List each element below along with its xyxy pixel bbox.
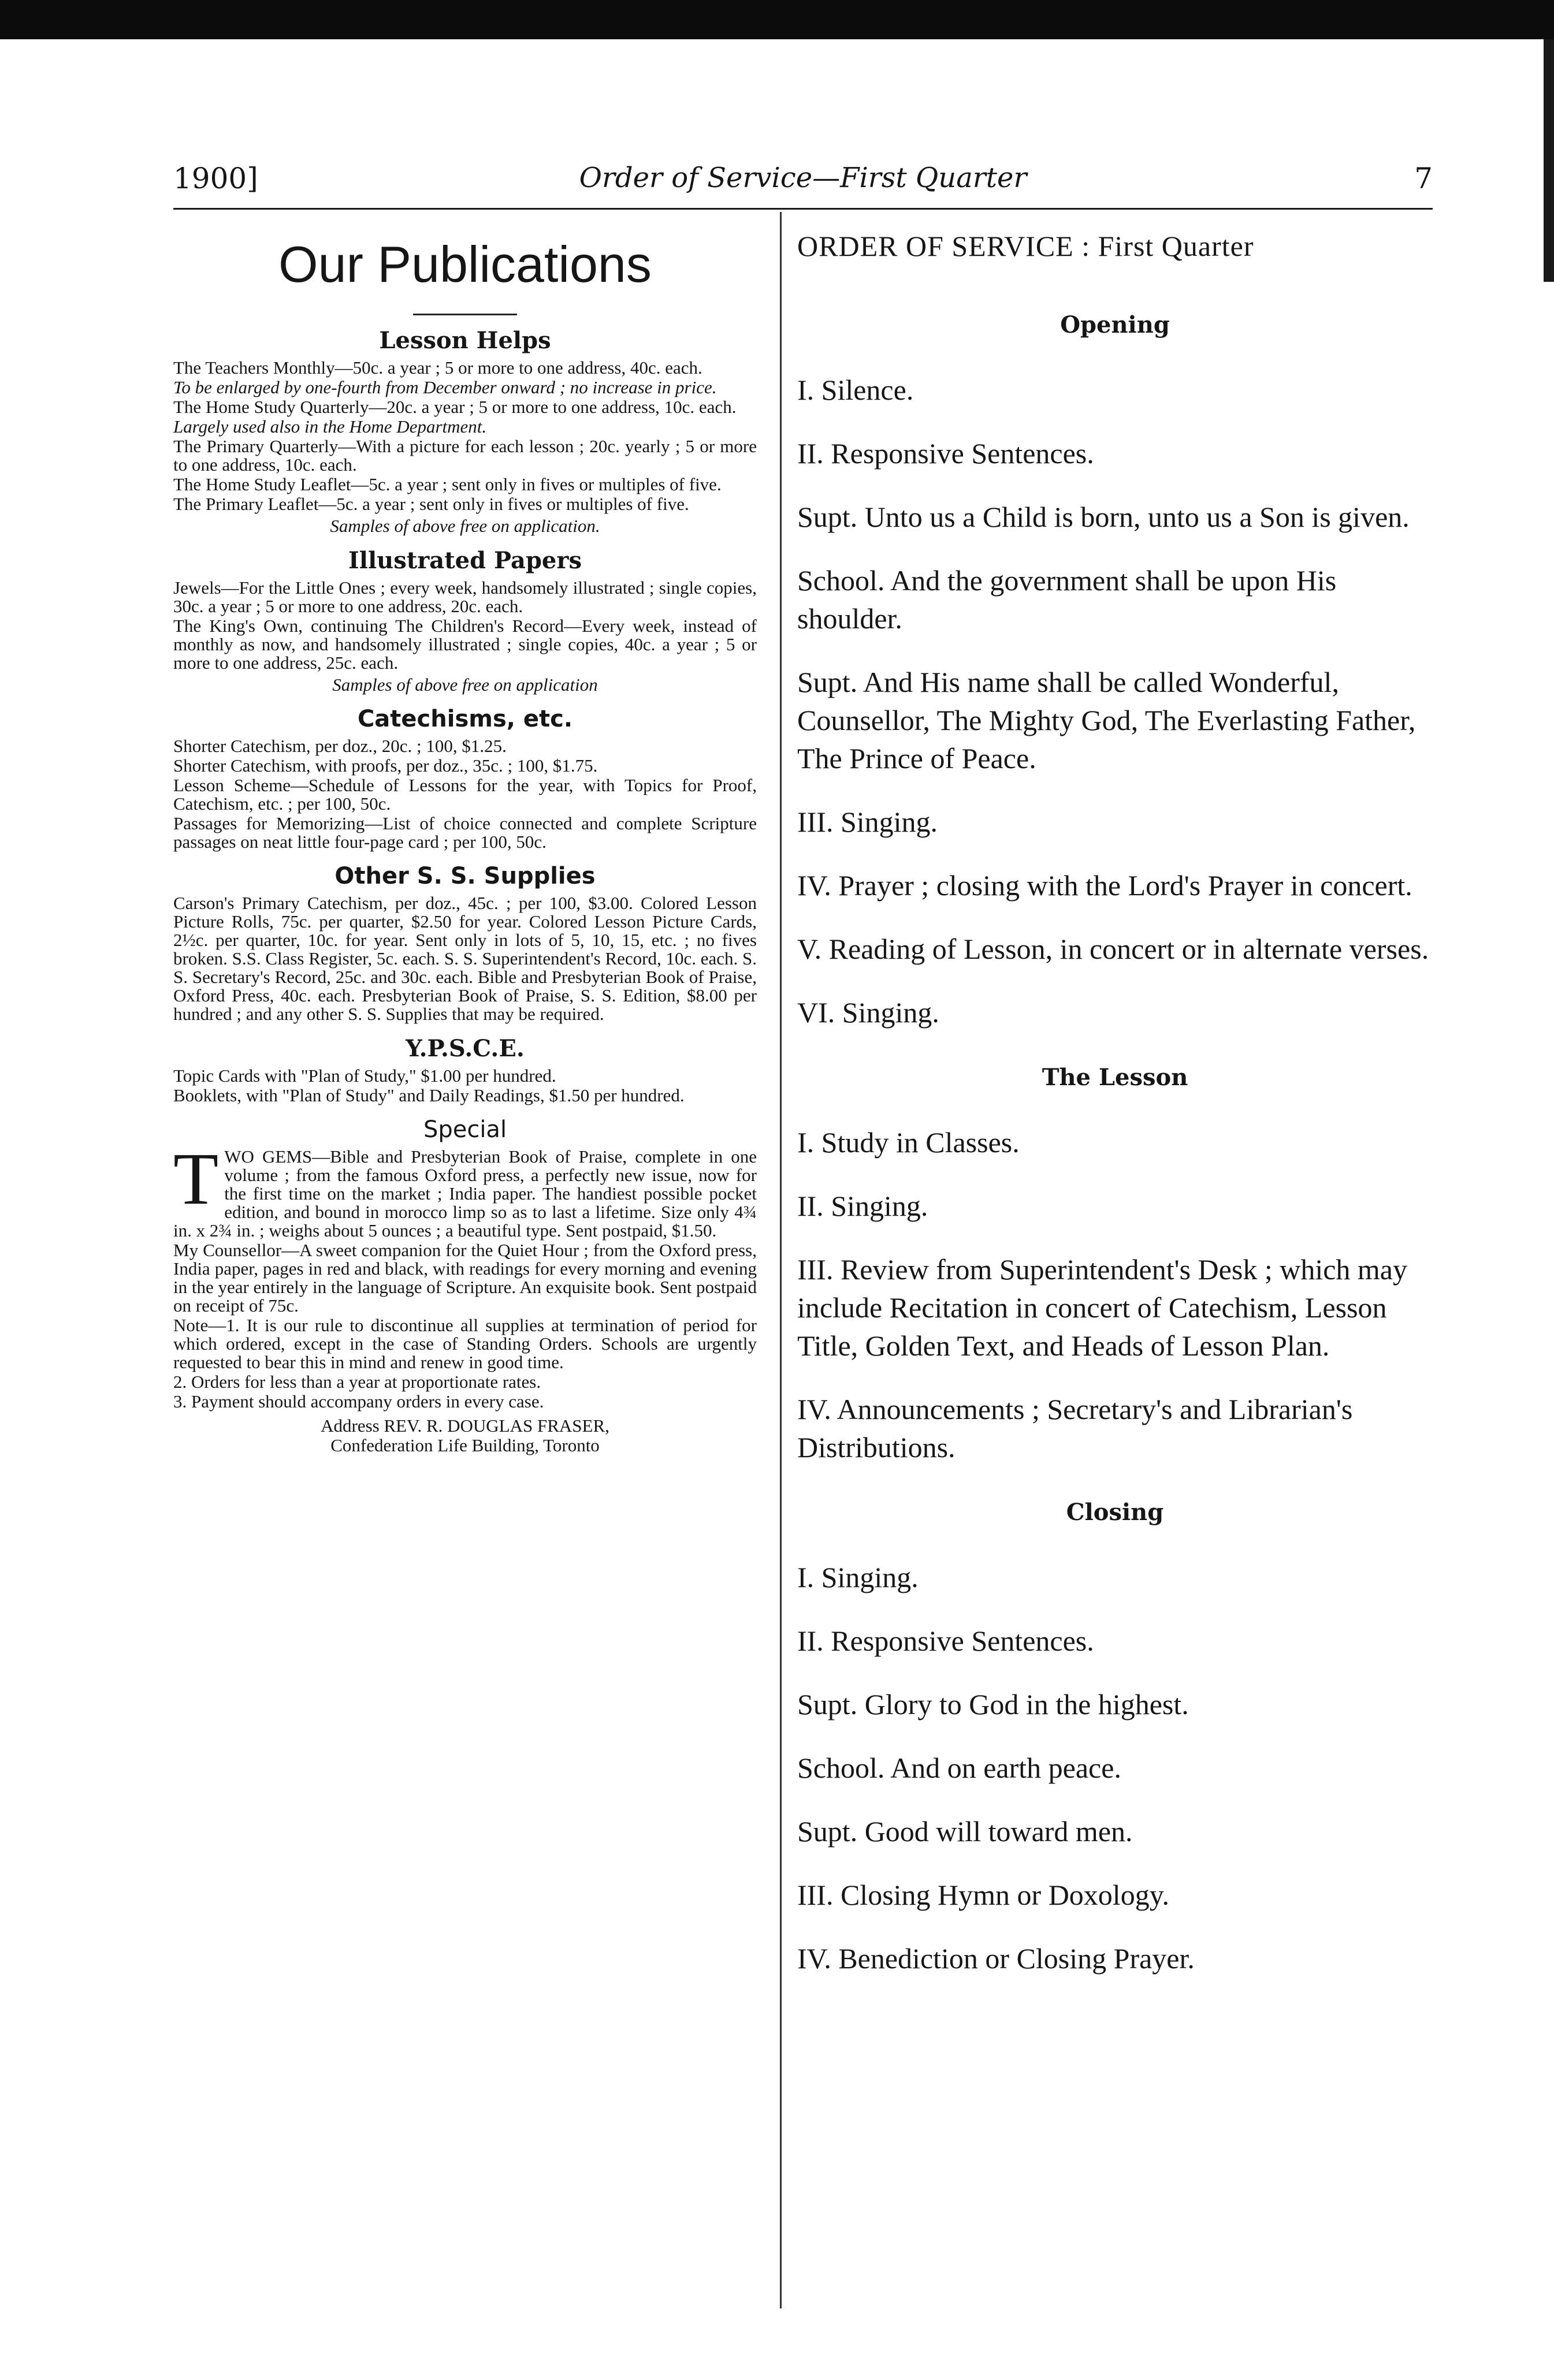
section-heading: Lesson Helps	[379, 327, 551, 354]
scan-border-right	[1544, 39, 1554, 282]
service-item: II. Singing.	[797, 1190, 928, 1222]
page-number: 7	[1414, 162, 1433, 195]
publication-entry: Largely used also in the Home Department.	[173, 416, 487, 437]
special-entry: Note—1. It is our rule to discontinue all supplies at termination of period for which ordered, except in the case of Standing Orders. Schools are urgently requested to bear this in mind and renew in good time.	[173, 1315, 757, 1372]
publication-entry: To be enlarged by one-fourth from December onward ; no increase in price.	[173, 377, 717, 397]
publication-entry: Passages for Memorizing—List of choice connected and complete Scripture passages on neat little four-page card ; per 100, 50c.	[173, 813, 757, 852]
publication-entry: Jewels—For the Little Ones ; every week, handsomely illustrated ; single copies, 30c. a year ; 5 or more to one address, 20c. each.	[173, 578, 757, 616]
service-item: II. Responsive Sentences.	[797, 1625, 1094, 1657]
section-lesson-helps	[173, 327, 757, 535]
drop-cap: T	[173, 1138, 219, 1220]
special-entry: 3. Payment should accompany orders in every case.	[173, 1391, 544, 1411]
service-item: III. Review from Superintendent's Desk ; which may include Recitation in concert of Catechism, Lesson Title, Golden Text, and Heads of Lesson Plan.	[797, 1253, 1407, 1362]
order-of-service-column	[797, 212, 1433, 2003]
section-catechisms	[173, 706, 757, 851]
scan-border-top	[0, 0, 1554, 39]
section-heading: Illustrated Papers	[348, 547, 582, 574]
service-item: I. Singing.	[797, 1561, 919, 1593]
publication-entry: The Home Study Leaflet—5c. a year ; sent only in fives or multiples of five.	[173, 474, 722, 494]
section-ypsce	[173, 1035, 757, 1105]
service-item: School. And the government shall be upon His shoulder.	[797, 564, 1337, 635]
service-item: Supt. And His name shall be called Wonderful, Counsellor, The Mighty God, The Everlasting Father, The Prince of Peace.	[797, 666, 1416, 774]
publication-entry: The Teachers Monthly—50c. a year ; 5 or more to one address, 40c. each.	[173, 357, 702, 378]
publication-entry: Topic Cards with "Plan of Study," $1.00 per hundred.	[173, 1066, 556, 1086]
service-item: IV. Benediction or Closing Prayer.	[797, 1942, 1195, 1975]
samples-note: Samples of above free on application.	[330, 516, 600, 536]
special-entry-text: WO GEMS—Bible and Presbyterian Book of Praise, complete in one volume ; from the famous Oxford press, a perfectly new issue, now for the first time on the market ; India paper. The handiest possible pocket edition, and bound in morocco limp so as to last a lifetime. Size only 4¾ in. x 2¾ in. ; weighs about 5 ounces ; a beautiful type. Sent postpaid, $1.50.	[173, 1146, 757, 1241]
special-entry	[173, 1138, 757, 1241]
service-item: Supt. Unto us a Child is born, unto us a Son is given.	[797, 501, 1410, 533]
service-item: II. Responsive Sentences.	[797, 437, 1094, 470]
address-line: Confederation Life Building, Toronto	[330, 1435, 600, 1455]
service-item: VI. Singing.	[797, 996, 939, 1029]
header-rule	[173, 208, 1433, 210]
publication-entry: The King's Own, continuing The Children's Record—Every week, instead of monthly as now, and handsomely illustrated ; single copies, 40c. a year ; 5 or more to one address, 25c. each.	[173, 616, 757, 673]
service-item: V. Reading of Lesson, in concert or in alternate verses.	[797, 933, 1429, 965]
special-entry: My Counsellor—A sweet companion for the Quiet Hour ; from the Oxford press, India paper, pages in red and black, with readings for every morning and evening in the year entirely in the language of Scripture. An exquisite book. Sent postpaid on receipt of 75c.	[173, 1240, 757, 1316]
section-heading: Catechisms, etc.	[357, 706, 573, 732]
publication-entry: The Primary Quarterly—With a picture for each lesson ; 20c. yearly ; 5 or more to one address, 10c. each.	[173, 436, 757, 475]
title-rule	[413, 314, 517, 315]
running-head-title: Order of Service—First Quarter	[579, 162, 1027, 194]
running-head	[173, 156, 1433, 208]
service-item: School. And on earth peace.	[797, 1752, 1121, 1784]
publication-entry: Shorter Catechism, per doz., 20c. ; 100, $1.25.	[173, 736, 507, 756]
service-item: III. Closing Hymn or Doxology.	[797, 1879, 1169, 1911]
column-divider	[780, 212, 782, 2308]
service-item: I. Silence.	[797, 374, 914, 406]
subheading-opening: Opening	[1060, 311, 1170, 338]
service-item: IV. Prayer ; closing with the Lord's Prayer in concert.	[797, 869, 1412, 902]
subheading-lesson: The Lesson	[1042, 1064, 1188, 1091]
publication-entry: The Home Study Quarterly—20c. a year ; 5 or more to one address, 10c. each.	[173, 397, 737, 417]
special-entry: 2. Orders for less than a year at proportionate rates.	[173, 1372, 541, 1392]
section-other-supplies	[173, 863, 757, 1023]
publication-entry: Carson's Primary Catechism, per doz., 45c. ; per 100, $3.00. Colored Lesson Picture Rolls, 75c. per quarter, $2.50 for year. Colored Lesson Picture Cards, 2½c. per quarter, 10c. for year. Sent only in lots of 5, 10, 15, etc. ; no fives broken. S.S. Class Register, 5c. each. S. S. Superintendent's Record, 10c. each. S. S. Secretary's Record, 25c. and 30c. each. Bible and Presbyterian Book of Praise, Oxford Press, 40c. each. Presbyterian Book of Praise, S. S. Edition, $8.00 per hundred ; and any other S. S. Supplies that may be required.	[173, 893, 757, 1024]
publications-column	[173, 212, 757, 1456]
section-heading: Special	[423, 1116, 507, 1143]
publication-entry: Lesson Scheme—Schedule of Lessons for the year, with Topics for Proof, Catechism, etc. ; per 100, 50c.	[173, 775, 757, 814]
service-item: Supt. Glory to God in the highest.	[797, 1688, 1189, 1720]
publication-entry: The Primary Leaflet—5c. a year ; sent only in fives or multiples of five.	[173, 494, 689, 514]
service-item: Supt. Good will toward men.	[797, 1815, 1133, 1848]
page-title: Our Publications	[278, 236, 652, 293]
samples-note: Samples of above free on application	[332, 675, 598, 695]
service-item: I. Study in Classes.	[797, 1126, 1020, 1159]
page	[173, 156, 1433, 1975]
service-item: III. Singing.	[797, 806, 938, 838]
section-heading: Y.P.S.C.E.	[406, 1035, 525, 1062]
running-head-year: 1900]	[173, 162, 258, 195]
publication-entry: Shorter Catechism, with proofs, per doz., 35c. ; 100, $1.75.	[173, 755, 598, 776]
publication-entry: Booklets, with "Plan of Study" and Daily Readings, $1.50 per hundred.	[173, 1085, 685, 1105]
subheading-closing: Closing	[1066, 1499, 1164, 1526]
section-special	[173, 1116, 757, 1455]
service-item: IV. Announcements ; Secretary's and Librarian's Distributions.	[797, 1393, 1353, 1463]
section-illustrated-papers	[173, 547, 757, 694]
address-line: Address REV. R. DOUGLAS FRASER,	[321, 1416, 609, 1436]
section-heading: Other S. S. Supplies	[334, 863, 596, 889]
order-heading: ORDER OF SERVICE : First Quarter	[797, 230, 1254, 262]
